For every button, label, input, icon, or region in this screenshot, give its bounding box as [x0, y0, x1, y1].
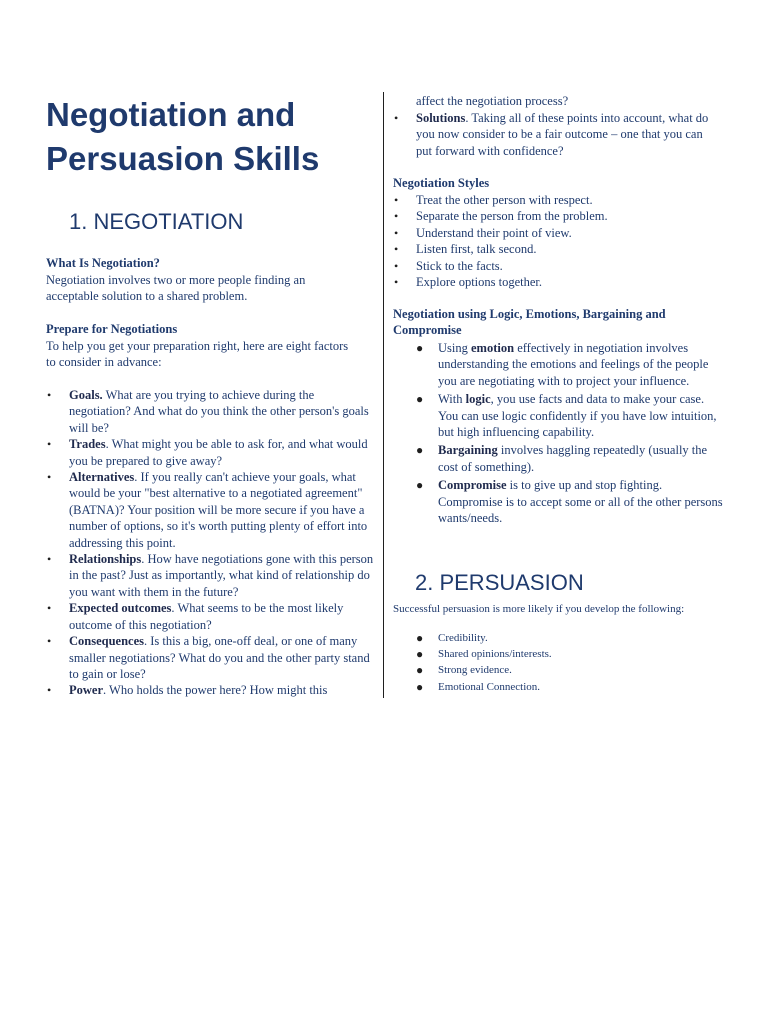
list-item [394, 274, 721, 290]
list-item [47, 633, 374, 682]
persuasion-item-text: Strong evidence. [438, 664, 512, 677]
prepare-intro-text: To help you get your preparation right, here are eight factors to consider in advance: [46, 339, 349, 370]
list-item [394, 110, 721, 159]
factor-text: . What might you be able to ask for, and what would you be prepared to give away? [69, 437, 368, 468]
continued-text: affect the negotiation process? [416, 94, 569, 108]
persuasion-item-text: Emotional Connection. [438, 680, 541, 693]
bullet-icon: ● [416, 663, 424, 678]
factor-term: Consequences [69, 634, 145, 649]
persuasion-item-text: Credibility. [438, 632, 488, 644]
negotiation-styles-heading: Negotiation Styles [393, 176, 490, 190]
bullet-icon: ● [416, 392, 424, 407]
style-text: Stick to the facts. [416, 258, 503, 273]
list-item [47, 551, 374, 600]
item-pre: Using [438, 341, 471, 355]
bullet-icon: • [47, 601, 52, 616]
list-item [47, 436, 374, 469]
list-item [394, 225, 721, 241]
item-text: effectively in negotiation involves understanding the emotions and feelings of the people you are negotiating with to project your influence. [438, 341, 709, 388]
item-text: involves haggling repeatedly (usually the cost of something). [438, 443, 708, 474]
style-text: Separate the person from the problem. [416, 209, 608, 224]
solutions-list [394, 110, 721, 159]
style-text: Listen first, talk second. [416, 242, 537, 257]
bullet-icon: • [394, 242, 399, 257]
bullet-icon: • [47, 552, 52, 567]
section-heading-persuasion: 2. PERSUASION [415, 570, 584, 595]
factor-term: Goals. [69, 388, 103, 402]
bullet-icon: • [394, 275, 399, 290]
bullet-icon: • [394, 193, 399, 207]
style-text: Explore options together. [416, 275, 543, 290]
prepare-factors-list [47, 387, 374, 699]
persuasion-item-text: Shared opinions/interests. [438, 648, 552, 661]
bullet-icon: • [394, 209, 399, 224]
bullet-icon: • [394, 225, 399, 240]
factor-term: Solutions [416, 111, 466, 125]
bullet-icon: ● [416, 341, 424, 355]
item-text: is to give up and stop fighting. Compromise is to accept some or all of the other persons wants/needs. [438, 478, 723, 526]
list-item [47, 682, 374, 698]
bullet-icon: • [47, 683, 52, 698]
factor-term: Relationships [69, 552, 142, 567]
factor-term: Trades [69, 437, 106, 452]
negotiation-styles-list [394, 192, 721, 290]
bullet-icon: ● [416, 443, 424, 458]
item-term: logic [465, 392, 491, 407]
list-item [394, 192, 721, 208]
bullet-icon: • [394, 111, 399, 125]
logic-emotions-heading: Negotiation using Logic, Emotions, Bargaining and Compromise [393, 307, 666, 337]
factor-text: . How have negotiations gone with this person in the past? Just as importantly, what kind of relationship do you want with them in the future? [69, 552, 374, 599]
item-term: emotion [471, 341, 515, 355]
item-term: Bargaining [438, 443, 498, 458]
prepare-heading: Prepare for Negotiations [46, 322, 178, 336]
list-item [416, 391, 723, 440]
list-item [416, 630, 723, 646]
list-item [47, 387, 374, 436]
list-item [416, 340, 723, 389]
what-is-negotiation-text: Negotiation involves two or more people finding an acceptable solution to a shared problem. [46, 273, 306, 304]
style-text: Understand their point of view. [416, 225, 572, 240]
factor-text: . If you really can't achieve your goals, what would be your "best alternative to a negotiated agreement" (BATNA)? Your position will be more secure if you have a number of options, so it's worth putting plenty of effort into addressing this point. [69, 470, 368, 550]
bullet-icon: ● [416, 631, 424, 645]
list-item [394, 241, 721, 257]
item-pre: With [438, 392, 466, 407]
bullet-icon: • [47, 470, 52, 485]
bullet-icon: ● [416, 478, 424, 493]
list-item [416, 646, 723, 662]
factor-term: Expected outcomes [69, 601, 172, 616]
bullet-icon: • [47, 634, 52, 649]
bullet-icon: • [394, 258, 399, 273]
bullet-icon: • [47, 388, 52, 402]
factor-text: What are you trying to achieve during the negotiation? And what do you think the other person's goals will be? [69, 388, 369, 435]
persuasion-intro-text: Successful persuasion is more likely if you develop the following: [393, 603, 685, 615]
factor-text: . What seems to be the most likely outcome of this negotiation? [69, 601, 344, 632]
list-item [416, 679, 723, 695]
list-item [416, 477, 723, 526]
page-title: Negotiation and Persuasion Skills [46, 96, 320, 177]
bullet-icon: ● [416, 647, 424, 662]
list-item [47, 600, 374, 633]
style-text: Treat the other person with respect. [416, 193, 593, 207]
list-item [394, 258, 721, 274]
column-divider [383, 92, 384, 698]
bullet-icon: • [47, 437, 52, 452]
what-is-negotiation-heading: What Is Negotiation? [46, 256, 160, 270]
logic-emotions-list [416, 340, 723, 526]
item-text: , you use facts and data to make your case. You can use logic confidently if you have low intuition, but high influencing capability. [438, 392, 717, 440]
list-item [416, 662, 723, 678]
section-heading-negotiation: 1. NEGOTIATION [69, 209, 244, 234]
bullet-icon: ● [416, 679, 424, 694]
factor-text: . Taking all of these points into account, what do you now consider to be a fair outcome – one that you can put forward with confidence? [416, 111, 709, 158]
factor-term: Alternatives [69, 470, 135, 485]
list-item [394, 208, 721, 224]
item-term: Compromise [438, 478, 507, 493]
factor-text: . Who holds the power here? How might this [103, 683, 328, 698]
persuasion-list [416, 630, 723, 695]
factor-text: . Is this a big, one-off deal, or one of many smaller negotiations? What do you and the other party stand to gain or lose? [69, 634, 370, 681]
list-item [47, 469, 374, 551]
factor-term: Power [69, 683, 104, 698]
list-item [416, 442, 723, 475]
